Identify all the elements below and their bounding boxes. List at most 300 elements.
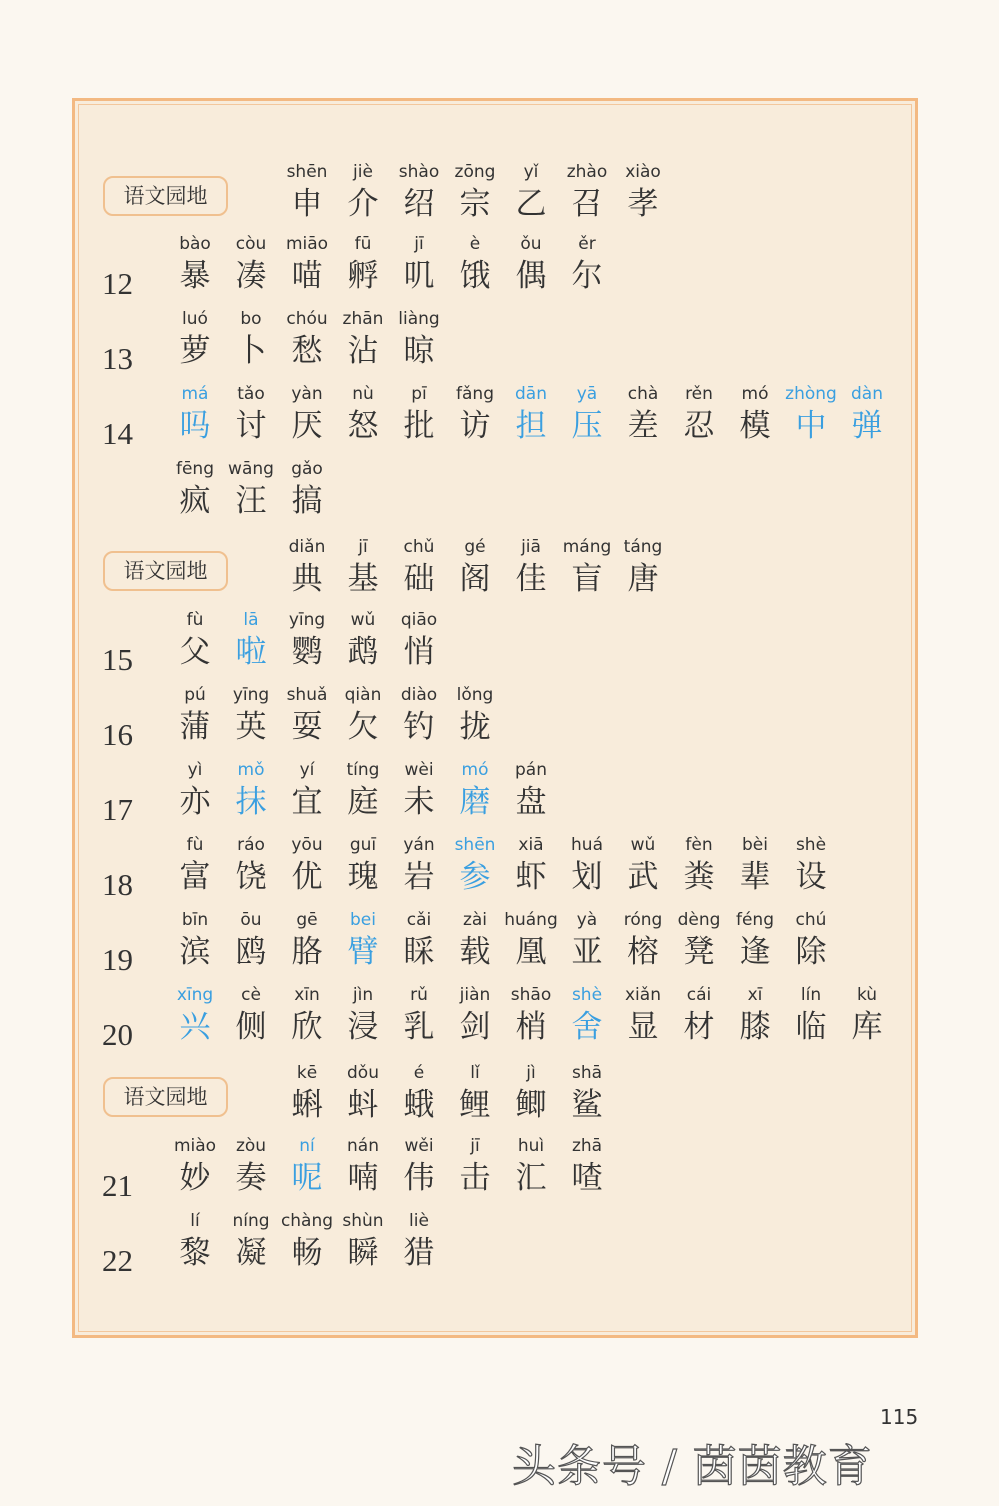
lesson-number: 22 (102, 1243, 133, 1278)
character-entry (391, 1134, 447, 1198)
pinyin: diǎn (288, 537, 326, 557)
hanzi: 参 (459, 859, 491, 895)
hanzi: 汇 (515, 1160, 547, 1196)
pinyin: ěr (578, 234, 596, 254)
character-entry (559, 1061, 615, 1125)
lesson-number: 17 (102, 792, 133, 827)
character-entry (727, 908, 783, 972)
pinyin: nù (352, 384, 374, 404)
pinyin: pú (184, 685, 206, 705)
lesson-number: 15 (102, 642, 133, 677)
hanzi: 沾 (347, 333, 379, 369)
character-entry (335, 608, 391, 672)
hanzi: 粪 (683, 859, 715, 895)
character-entry (335, 1209, 391, 1273)
watermark: 头条号 / 茵茵教育 (512, 1441, 873, 1492)
character-entry (167, 833, 223, 897)
hanzi: 乙 (515, 186, 547, 222)
character-entry (671, 382, 727, 446)
character-entry (167, 608, 223, 672)
hanzi: 黎 (179, 1235, 211, 1271)
pinyin: shēn (286, 162, 328, 182)
character-entry (335, 307, 391, 371)
hanzi: 榕 (627, 934, 659, 970)
character-entry (503, 908, 559, 972)
hanzi: 申 (291, 186, 323, 222)
hanzi: 瞬 (347, 1235, 379, 1271)
pinyin: jī (470, 1136, 480, 1156)
character-entry (727, 833, 783, 897)
pinyin: jìn (352, 985, 374, 1005)
character-entry (223, 307, 279, 371)
character-entry (559, 160, 615, 224)
hanzi: 划 (571, 859, 603, 895)
hanzi: 未 (403, 784, 435, 820)
pinyin: huá (571, 835, 603, 855)
pinyin: ráo (237, 835, 265, 855)
pinyin: yà (576, 910, 598, 930)
character-entry (391, 683, 447, 747)
character-entry (559, 983, 615, 1047)
hanzi: 凰 (515, 934, 547, 970)
pinyin: jī (358, 537, 368, 557)
vocab-row (0, 382, 999, 452)
hanzi: 汪 (235, 483, 267, 519)
pinyin: cǎi (406, 910, 432, 930)
hanzi: 鲤 (459, 1087, 491, 1123)
pinyin: luó (182, 309, 208, 329)
hanzi: 磨 (459, 784, 491, 820)
pinyin: chú (795, 910, 827, 930)
hanzi: 喵 (291, 258, 323, 294)
hanzi: 喃 (347, 1160, 379, 1196)
pinyin: zhā (571, 1136, 603, 1156)
pinyin: yì (187, 760, 203, 780)
pinyin: bèi (742, 835, 768, 855)
pinyin: dèng (677, 910, 721, 930)
hanzi: 鹦 (291, 634, 323, 670)
character-entry (503, 160, 559, 224)
pinyin: ní (299, 1136, 315, 1156)
pinyin: féng (735, 910, 774, 930)
hanzi: 蝌 (291, 1087, 323, 1123)
pinyin: rǔ (410, 985, 428, 1005)
character-entry (335, 232, 391, 296)
pinyin: ǒu (520, 234, 542, 254)
hanzi: 凑 (235, 258, 267, 294)
pinyin: huì (517, 1136, 545, 1156)
hanzi: 绍 (403, 186, 435, 222)
hanzi: 压 (571, 408, 603, 444)
hanzi: 岩 (403, 859, 435, 895)
pinyin: lí (190, 1211, 200, 1231)
pinyin: shēn (454, 835, 496, 855)
pinyin: róng (623, 910, 663, 930)
hanzi: 凝 (235, 1235, 267, 1271)
pinyin: nán (347, 1136, 379, 1156)
hanzi: 叽 (403, 258, 435, 294)
pinyin: lǐ (470, 1063, 480, 1083)
character-entry (615, 160, 671, 224)
character-entry (335, 833, 391, 897)
pinyin: chàng (280, 1211, 334, 1231)
pinyin: lā (243, 610, 259, 630)
hanzi: 浸 (347, 1009, 379, 1045)
hanzi: 击 (459, 1160, 491, 1196)
character-entry (223, 608, 279, 672)
hanzi: 盲 (571, 561, 603, 597)
character-entry (503, 1061, 559, 1125)
character-entry (279, 683, 335, 747)
hanzi: 中 (795, 408, 827, 444)
hanzi: 萝 (179, 333, 211, 369)
hanzi: 批 (403, 408, 435, 444)
hanzi: 卜 (235, 333, 267, 369)
pinyin: fèn (685, 835, 713, 855)
hanzi: 偶 (515, 258, 547, 294)
character-entry (559, 382, 615, 446)
character-entry (839, 983, 895, 1047)
hanzi: 父 (179, 634, 211, 670)
character-entry (503, 535, 559, 599)
hanzi: 抹 (235, 784, 267, 820)
pinyin: zhān (342, 309, 384, 329)
pinyin: mǒ (237, 760, 265, 780)
hanzi: 呢 (291, 1160, 323, 1196)
vocab-row (0, 457, 999, 527)
character-entry (503, 382, 559, 446)
pinyin: yōu (291, 835, 323, 855)
pinyin: xiā (518, 835, 544, 855)
character-entry (279, 1061, 335, 1125)
lesson-number: 13 (102, 341, 133, 376)
pinyin: jiè (353, 162, 373, 182)
pinyin: níng (232, 1211, 270, 1231)
character-entry (391, 1061, 447, 1125)
hanzi: 瑰 (347, 859, 379, 895)
character-entry (167, 232, 223, 296)
hanzi: 虾 (515, 859, 547, 895)
hanzi: 典 (291, 561, 323, 597)
pinyin: jī (414, 234, 424, 254)
pinyin: xīn (294, 985, 320, 1005)
pinyin: fù (186, 610, 204, 630)
character-entry (391, 160, 447, 224)
pinyin: bo (240, 309, 262, 329)
pinyin: mó (741, 384, 769, 404)
character-entry (615, 382, 671, 446)
character-entry (447, 232, 503, 296)
pinyin: táng (623, 537, 663, 557)
lesson-number: 19 (102, 942, 133, 977)
vocab-row (0, 983, 999, 1053)
character-entry (615, 535, 671, 599)
hanzi: 英 (235, 709, 267, 745)
section-tag-yuwen-yuandi: 语文园地 (103, 1077, 228, 1117)
pinyin: máng (562, 537, 612, 557)
pinyin: wèi (404, 760, 434, 780)
hanzi: 辈 (739, 859, 771, 895)
vocab-row (0, 232, 999, 302)
character-entry (279, 908, 335, 972)
pinyin: fū (354, 234, 372, 254)
lesson-number: 12 (102, 266, 133, 301)
hanzi: 介 (347, 186, 379, 222)
character-entry (671, 983, 727, 1047)
character-entry (447, 1061, 503, 1125)
character-entry (671, 833, 727, 897)
character-entry (391, 608, 447, 672)
vocab-row (0, 683, 999, 753)
pinyin: xiǎn (625, 985, 661, 1005)
vocab-row (0, 307, 999, 377)
pinyin: zhòng (785, 384, 837, 404)
hanzi: 奏 (235, 1160, 267, 1196)
pinyin: rěn (685, 384, 713, 404)
hanzi: 钓 (403, 709, 435, 745)
hanzi: 鹉 (347, 634, 379, 670)
character-entry (167, 983, 223, 1047)
character-entry (783, 833, 839, 897)
hanzi: 访 (459, 408, 491, 444)
character-entry (783, 382, 839, 446)
character-entry (559, 833, 615, 897)
character-entry (223, 683, 279, 747)
character-entry (447, 160, 503, 224)
character-entry (615, 983, 671, 1047)
character-entry (279, 307, 335, 371)
pinyin: bīn (181, 910, 209, 930)
character-entry (615, 833, 671, 897)
pinyin: xiào (625, 162, 661, 182)
character-entry (391, 535, 447, 599)
hanzi: 睬 (403, 934, 435, 970)
pinyin: dǒu (347, 1063, 379, 1083)
character-entry (335, 1134, 391, 1198)
pinyin: bei (350, 910, 376, 930)
character-entry (223, 1134, 279, 1198)
hanzi: 蒲 (179, 709, 211, 745)
hanzi: 阁 (459, 561, 491, 597)
pinyin: dàn (851, 384, 883, 404)
character-entry (167, 1134, 223, 1198)
hanzi: 担 (515, 408, 547, 444)
vocab-row (0, 908, 999, 978)
character-entry (279, 833, 335, 897)
hanzi: 剑 (459, 1009, 491, 1045)
pinyin: wǔ (630, 835, 656, 855)
pinyin: miào (173, 1136, 217, 1156)
hanzi: 差 (627, 408, 659, 444)
character-entry (279, 232, 335, 296)
character-entry (727, 382, 783, 446)
pinyin: é (413, 1063, 425, 1083)
pinyin: xīng (176, 985, 214, 1005)
character-entry (223, 758, 279, 822)
pinyin: mó (461, 760, 489, 780)
hanzi: 暴 (179, 258, 211, 294)
hanzi: 显 (627, 1009, 659, 1045)
vocab-row (0, 535, 999, 605)
pinyin: còu (235, 234, 267, 254)
pinyin: lín (800, 985, 822, 1005)
hanzi: 滨 (179, 934, 211, 970)
character-entry (223, 382, 279, 446)
pinyin: pán (515, 760, 547, 780)
lesson-number: 14 (102, 416, 133, 451)
pinyin: chóu (286, 309, 328, 329)
hanzi: 拢 (459, 709, 491, 745)
character-entry (671, 908, 727, 972)
hanzi: 唐 (627, 561, 659, 597)
pinyin: qiāo (400, 610, 438, 630)
lesson-number: 20 (102, 1017, 133, 1052)
hanzi: 临 (795, 1009, 827, 1045)
pinyin: chǔ (403, 537, 435, 557)
pinyin: jì (526, 1063, 536, 1083)
character-entry (559, 1134, 615, 1198)
pinyin: yā (576, 384, 598, 404)
character-entry (391, 908, 447, 972)
pinyin: chà (627, 384, 659, 404)
character-entry (503, 833, 559, 897)
character-entry (503, 1134, 559, 1198)
hanzi: 厌 (291, 408, 323, 444)
hanzi: 库 (851, 1009, 883, 1045)
hanzi: 设 (795, 859, 827, 895)
section-tag-yuwen-yuandi: 语文园地 (103, 551, 228, 591)
hanzi: 晾 (403, 333, 435, 369)
vocab-row (0, 833, 999, 903)
hanzi: 孝 (627, 186, 659, 222)
character-entry (335, 160, 391, 224)
vocab-row (0, 1061, 999, 1131)
pinyin: jiā (521, 537, 541, 557)
character-entry (447, 683, 503, 747)
hanzi: 亦 (179, 784, 211, 820)
character-entry (279, 535, 335, 599)
vocab-row (0, 758, 999, 828)
character-entry (167, 683, 223, 747)
character-entry (447, 758, 503, 822)
character-entry (279, 608, 335, 672)
vocab-row (0, 160, 999, 230)
pinyin: wāng (228, 459, 274, 479)
hanzi: 础 (403, 561, 435, 597)
hanzi: 乳 (403, 1009, 435, 1045)
hanzi: 富 (179, 859, 211, 895)
pinyin: qiàn (344, 685, 382, 705)
pinyin: yán (403, 835, 435, 855)
hanzi: 欠 (347, 709, 379, 745)
pinyin: gǎo (291, 459, 323, 479)
character-entry (223, 1209, 279, 1273)
hanzi: 弹 (851, 408, 883, 444)
character-entry (279, 983, 335, 1047)
hanzi: 亚 (571, 934, 603, 970)
character-entry (559, 232, 615, 296)
character-entry (167, 1209, 223, 1273)
page-number: 115 (880, 1405, 919, 1429)
hanzi: 胳 (291, 934, 323, 970)
character-entry (335, 983, 391, 1047)
character-entry (391, 307, 447, 371)
pinyin: fēng (175, 459, 214, 479)
character-entry (167, 908, 223, 972)
hanzi: 妙 (179, 1160, 211, 1196)
pinyin: jiàn (459, 985, 491, 1005)
character-entry (279, 1134, 335, 1198)
pinyin: shuǎ (286, 685, 328, 705)
pinyin: zòu (235, 1136, 267, 1156)
hanzi: 佳 (515, 561, 547, 597)
character-entry (167, 457, 223, 521)
pinyin: shùn (342, 1211, 384, 1231)
pinyin: cái (686, 985, 712, 1005)
character-entry (727, 983, 783, 1047)
hanzi: 宜 (291, 784, 323, 820)
pinyin: dān (515, 384, 547, 404)
character-entry (279, 457, 335, 521)
character-entry (167, 382, 223, 446)
vocab-row (0, 1209, 999, 1279)
hanzi: 忍 (683, 408, 715, 444)
pinyin: miāo (285, 234, 329, 254)
hanzi: 臂 (347, 934, 379, 970)
hanzi: 侧 (235, 1009, 267, 1045)
hanzi: 欣 (291, 1009, 323, 1045)
hanzi: 猎 (403, 1235, 435, 1271)
character-entry (223, 457, 279, 521)
lesson-number: 16 (102, 717, 133, 752)
pinyin: yīng (232, 685, 270, 705)
character-entry (391, 833, 447, 897)
pinyin: wěi (404, 1136, 434, 1156)
hanzi: 载 (459, 934, 491, 970)
hanzi: 召 (571, 186, 603, 222)
pinyin: bào (179, 234, 211, 254)
character-entry (559, 908, 615, 972)
pinyin: kù (856, 985, 878, 1005)
pinyin: xī (747, 985, 763, 1005)
pinyin: shè (795, 835, 827, 855)
hanzi: 膝 (739, 1009, 771, 1045)
hanzi: 凳 (683, 934, 715, 970)
pinyin: fǎng (456, 384, 494, 404)
character-entry (223, 232, 279, 296)
character-entry (503, 983, 559, 1047)
lesson-number: 21 (102, 1168, 133, 1203)
character-entry (783, 908, 839, 972)
pinyin: liàng (398, 309, 440, 329)
hanzi: 盘 (515, 784, 547, 820)
lesson-number: 18 (102, 867, 133, 902)
hanzi: 怒 (347, 408, 379, 444)
pinyin: yīng (288, 610, 326, 630)
pinyin: yí (299, 760, 315, 780)
hanzi: 宗 (459, 186, 491, 222)
hanzi: 孵 (347, 258, 379, 294)
hanzi: 饶 (235, 859, 267, 895)
hanzi: 庭 (347, 784, 379, 820)
character-entry (279, 758, 335, 822)
character-entry (279, 1209, 335, 1273)
pinyin: lǒng (456, 685, 494, 705)
hanzi: 伟 (403, 1160, 435, 1196)
character-entry (223, 908, 279, 972)
pinyin: huáng (504, 910, 558, 930)
hanzi: 鲨 (571, 1087, 603, 1123)
